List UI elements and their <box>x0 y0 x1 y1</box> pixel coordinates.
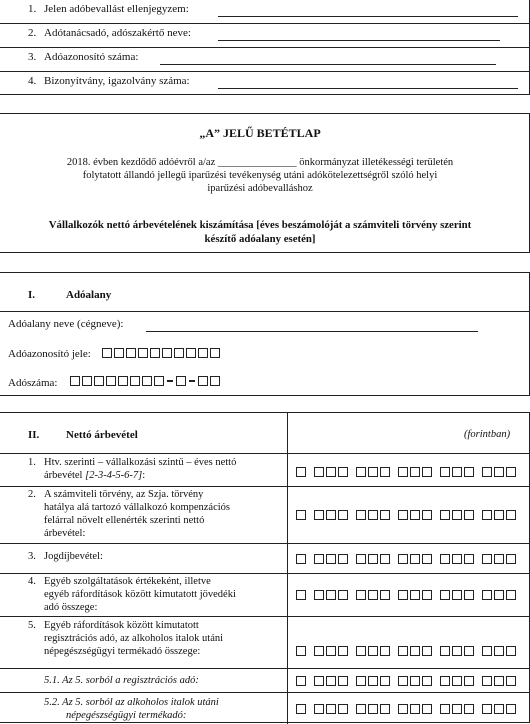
digit-group[interactable] <box>482 553 518 564</box>
digit-box[interactable] <box>464 704 474 714</box>
digit-box[interactable] <box>338 646 348 656</box>
signatory-section <box>0 0 530 95</box>
digit-group[interactable] <box>440 675 476 686</box>
digit-box[interactable] <box>338 510 348 520</box>
digit-box[interactable] <box>368 676 378 686</box>
header-bold: készítő adóalany esetén] <box>204 233 316 245</box>
digit-box[interactable] <box>326 704 336 714</box>
digit-group[interactable] <box>356 466 392 477</box>
taxpayer-name-field[interactable] <box>146 331 478 332</box>
digit-box[interactable] <box>338 676 348 686</box>
amount-field[interactable] <box>296 466 524 477</box>
digit-box[interactable] <box>464 590 474 600</box>
item-num: 2. <box>28 27 37 39</box>
digit-box[interactable] <box>482 467 492 477</box>
digit-group[interactable] <box>296 675 308 686</box>
row-num: 3. <box>28 551 36 562</box>
tax-number-boxes[interactable] <box>70 375 222 386</box>
digit-box[interactable] <box>398 704 408 714</box>
row-label: népegészségügyi termékadó: <box>66 710 187 721</box>
digit-box[interactable] <box>506 554 516 564</box>
row-num: 2. <box>28 489 36 500</box>
digit-box[interactable] <box>338 590 348 600</box>
digit-group[interactable] <box>440 645 476 656</box>
digit-box[interactable] <box>422 554 432 564</box>
digit-box[interactable] <box>440 590 450 600</box>
digit-box[interactable] <box>314 510 324 520</box>
digit-box[interactable] <box>296 704 306 714</box>
row-label: adó összege: <box>44 602 98 613</box>
digit-box[interactable] <box>368 704 378 714</box>
digit-box[interactable] <box>398 676 408 686</box>
digit-box[interactable] <box>506 646 516 656</box>
digit-box[interactable] <box>482 646 492 656</box>
digit-box[interactable] <box>422 510 432 520</box>
digit-group[interactable] <box>314 466 350 477</box>
digit-box[interactable] <box>494 510 504 520</box>
digit-box[interactable] <box>440 646 450 656</box>
row-label: Egyéb ráfordítások között kimutatott <box>44 620 199 631</box>
digit-box[interactable] <box>422 590 432 600</box>
header-bold: Vállalkozók nettó árbevételének kiszámítása [éves beszámolóját a számviteli törvény szerint <box>48 219 472 231</box>
row-label: regisztrációs adó, az alkoholos italok utáni <box>44 633 224 644</box>
digit-box[interactable] <box>380 676 390 686</box>
digit-box[interactable] <box>482 510 492 520</box>
digit-box[interactable] <box>314 676 324 686</box>
digit-box[interactable] <box>410 467 420 477</box>
digit-box[interactable] <box>338 704 348 714</box>
digit-box[interactable] <box>464 676 474 686</box>
digit-box[interactable] <box>398 510 408 520</box>
digit-group[interactable] <box>398 509 434 520</box>
row-label: Jogdíjbevétel: <box>44 551 103 562</box>
advisor-name-label: Adótanácsadó, adószakértő neve: <box>44 27 191 39</box>
digit-group[interactable] <box>356 509 392 520</box>
digit-box[interactable] <box>410 704 420 714</box>
digit-box[interactable] <box>422 676 432 686</box>
digit-box[interactable] <box>464 467 474 477</box>
digit-box[interactable] <box>398 590 408 600</box>
digit-box[interactable] <box>494 704 504 714</box>
digit-group[interactable] <box>440 553 476 564</box>
digit-box[interactable] <box>452 590 462 600</box>
digit-box[interactable] <box>494 467 504 477</box>
digit-group[interactable] <box>356 589 392 600</box>
item-num: 1. <box>28 3 37 15</box>
digit-group[interactable] <box>314 589 350 600</box>
digit-box[interactable] <box>464 554 474 564</box>
row-label: árbevétel: <box>44 528 86 539</box>
section-num: I. <box>28 289 36 301</box>
digit-box[interactable] <box>494 590 504 600</box>
digit-box[interactable] <box>296 590 306 600</box>
row-label: 5.2. Az 5. sorból az alkoholos italok utáni <box>44 697 219 708</box>
section-taxpayer <box>0 272 530 396</box>
digit-box[interactable] <box>410 646 420 656</box>
digit-group[interactable] <box>356 553 392 564</box>
digit-box[interactable] <box>422 467 432 477</box>
certificate-field[interactable] <box>218 88 518 89</box>
digit-box[interactable] <box>410 510 420 520</box>
digit-box[interactable] <box>494 554 504 564</box>
digit-box[interactable] <box>380 510 390 520</box>
digit-box[interactable] <box>356 590 366 600</box>
digit-group[interactable] <box>314 509 350 520</box>
digit-box[interactable] <box>410 590 420 600</box>
digit-box[interactable] <box>356 704 366 714</box>
digit-group[interactable] <box>398 466 434 477</box>
digit-box[interactable] <box>296 676 306 686</box>
section-title: Adóalany <box>66 289 112 301</box>
digit-box[interactable] <box>410 676 420 686</box>
digit-group[interactable] <box>296 553 308 564</box>
digit-box[interactable] <box>452 704 462 714</box>
digit-group[interactable] <box>314 645 350 656</box>
item-num: 3. <box>28 51 37 63</box>
digit-box[interactable] <box>356 646 366 656</box>
unit-label: (forintban) <box>464 429 511 440</box>
advisor-name-field[interactable] <box>218 40 500 41</box>
digit-box[interactable] <box>356 510 366 520</box>
digit-box[interactable] <box>296 467 306 477</box>
digit-group[interactable] <box>440 466 476 477</box>
row-num: 4. <box>28 576 36 587</box>
amount-field[interactable] <box>296 675 524 686</box>
digit-box[interactable] <box>368 590 378 600</box>
digit-box[interactable] <box>422 704 432 714</box>
digit-group[interactable] <box>440 509 476 520</box>
digit-group[interactable] <box>296 466 308 477</box>
digit-box[interactable] <box>440 467 450 477</box>
digit-box[interactable] <box>380 590 390 600</box>
amount-field[interactable] <box>296 509 524 520</box>
divider <box>0 47 529 48</box>
digit-box[interactable] <box>356 676 366 686</box>
row-label: árbevétel [2-3-4-5-6-7]: <box>44 470 146 481</box>
digit-group[interactable] <box>398 589 434 600</box>
sheet-title: „A” JELŰ BETÉTLAP <box>199 126 321 140</box>
digit-box[interactable] <box>482 704 492 714</box>
header-line: 2018. évben kezdődő adóévről a/az _______________ önkormányzat illetékességi területén <box>66 157 454 168</box>
row-num: 5. <box>28 620 36 631</box>
digit-box[interactable] <box>440 704 450 714</box>
digit-box[interactable] <box>440 510 450 520</box>
digit-box[interactable] <box>314 467 324 477</box>
header-line: folytatott állandó jellegű iparűzési tevékenység utáni adókötelezettségről szóló helyi <box>82 170 438 181</box>
sheet-header <box>0 113 530 253</box>
digit-box[interactable] <box>296 554 306 564</box>
row-num: 1. <box>28 457 36 468</box>
amount-field[interactable] <box>296 645 524 656</box>
digit-box[interactable] <box>356 554 366 564</box>
row-label: 5.1. Az 5. sorból a regisztrációs adó: <box>44 675 199 686</box>
digit-group[interactable] <box>482 466 518 477</box>
row-label: A számviteli törvény, az Szja. törvény <box>44 489 204 500</box>
taxpayer-id-boxes[interactable] <box>102 347 222 358</box>
digit-box[interactable] <box>452 510 462 520</box>
digit-box[interactable] <box>314 646 324 656</box>
digit-group[interactable] <box>356 645 392 656</box>
digit-box[interactable] <box>338 467 348 477</box>
digit-box[interactable] <box>494 646 504 656</box>
digit-group[interactable] <box>296 703 308 714</box>
divider <box>0 71 529 72</box>
digit-box[interactable] <box>494 676 504 686</box>
digit-group[interactable] <box>314 703 350 714</box>
digit-box[interactable] <box>296 646 306 656</box>
amount-field[interactable] <box>296 553 524 564</box>
digit-group[interactable] <box>398 675 434 686</box>
digit-group[interactable] <box>482 645 518 656</box>
digit-box[interactable] <box>380 467 390 477</box>
digit-group[interactable] <box>314 675 350 686</box>
digit-group[interactable] <box>314 553 350 564</box>
digit-box[interactable] <box>440 554 450 564</box>
row-label: Egyéb szolgáltatások értékeként, illetve <box>44 576 211 587</box>
digit-group[interactable] <box>356 675 392 686</box>
section-revenue <box>0 412 530 723</box>
countersign-field[interactable] <box>218 16 518 17</box>
digit-box[interactable] <box>368 510 378 520</box>
row-label: hatálya alá tartozó vállalkozó kompenzációs <box>44 502 231 513</box>
digit-group[interactable] <box>440 703 476 714</box>
digit-box[interactable] <box>398 467 408 477</box>
divider <box>0 311 529 312</box>
section-num: II. <box>28 429 40 441</box>
amount-field[interactable] <box>296 703 524 714</box>
digit-box[interactable] <box>368 646 378 656</box>
digit-box[interactable] <box>296 510 306 520</box>
digit-box[interactable] <box>314 554 324 564</box>
tax-number-label: Adószáma: <box>8 377 58 389</box>
digit-box[interactable] <box>314 590 324 600</box>
digit-box[interactable] <box>506 467 516 477</box>
digit-box[interactable] <box>506 590 516 600</box>
digit-box[interactable] <box>482 554 492 564</box>
digit-group[interactable] <box>296 645 308 656</box>
digit-box[interactable] <box>464 510 474 520</box>
digit-box[interactable] <box>464 646 474 656</box>
digit-group[interactable] <box>398 645 434 656</box>
digit-box[interactable] <box>326 676 336 686</box>
digit-box[interactable] <box>326 590 336 600</box>
digit-box[interactable] <box>452 676 462 686</box>
digit-box[interactable] <box>326 467 336 477</box>
advisor-tax-id-label: Adóazonosító száma: <box>44 51 139 63</box>
digit-box[interactable] <box>380 646 390 656</box>
digit-box[interactable] <box>380 704 390 714</box>
digit-group[interactable] <box>398 703 434 714</box>
digit-box[interactable] <box>368 554 378 564</box>
digit-box[interactable] <box>368 467 378 477</box>
row-label: népegészségügyi termékadó összege: <box>44 646 201 657</box>
digit-box[interactable] <box>506 510 516 520</box>
digit-box[interactable] <box>314 704 324 714</box>
divider <box>0 23 529 24</box>
row-label: felárral növelt ellenérték szerinti nettó <box>44 515 205 526</box>
digit-box[interactable] <box>452 554 462 564</box>
digit-box[interactable] <box>338 554 348 564</box>
digit-group[interactable] <box>482 509 518 520</box>
digit-group[interactable] <box>398 553 434 564</box>
row-label: egyéb ráfordítások között kimutatott jövedéki <box>44 589 236 600</box>
header-line: iparűzési adóbevalláshoz <box>207 183 313 194</box>
digit-group[interactable] <box>440 589 476 600</box>
item-num: 4. <box>28 75 37 87</box>
taxpayer-id-label: Adóazonosító jele: <box>8 348 91 360</box>
section-title: Nettó árbevétel <box>66 429 138 441</box>
amount-field[interactable] <box>296 589 524 600</box>
digit-box[interactable] <box>356 467 366 477</box>
digit-group[interactable] <box>296 589 308 600</box>
digit-box[interactable] <box>506 676 516 686</box>
digit-group[interactable] <box>482 703 518 714</box>
digit-box[interactable] <box>398 646 408 656</box>
digit-box[interactable] <box>482 676 492 686</box>
digit-box[interactable] <box>398 554 408 564</box>
digit-box[interactable] <box>326 646 336 656</box>
digit-group[interactable] <box>482 589 518 600</box>
digit-box[interactable] <box>440 676 450 686</box>
taxpayer-name-label: Adóalany neve (cégneve): <box>8 318 124 330</box>
digit-group[interactable] <box>356 703 392 714</box>
digit-box[interactable] <box>452 646 462 656</box>
digit-group[interactable] <box>482 675 518 686</box>
digit-box[interactable] <box>506 704 516 714</box>
certificate-label: Bizonyítvány, igazolvány száma: <box>44 75 190 87</box>
digit-box[interactable] <box>422 646 432 656</box>
advisor-tax-id-field[interactable] <box>160 64 496 65</box>
digit-box[interactable] <box>380 554 390 564</box>
digit-box[interactable] <box>410 554 420 564</box>
digit-box[interactable] <box>326 510 336 520</box>
countersign-label: Jelen adóbevallást ellenjegyzem: <box>44 3 189 15</box>
digit-box[interactable] <box>482 590 492 600</box>
digit-box[interactable] <box>452 467 462 477</box>
row-label: Htv. szerinti – vállalkozási szintű – éves nettó <box>44 457 237 468</box>
digit-box[interactable] <box>326 554 336 564</box>
digit-group[interactable] <box>296 509 308 520</box>
